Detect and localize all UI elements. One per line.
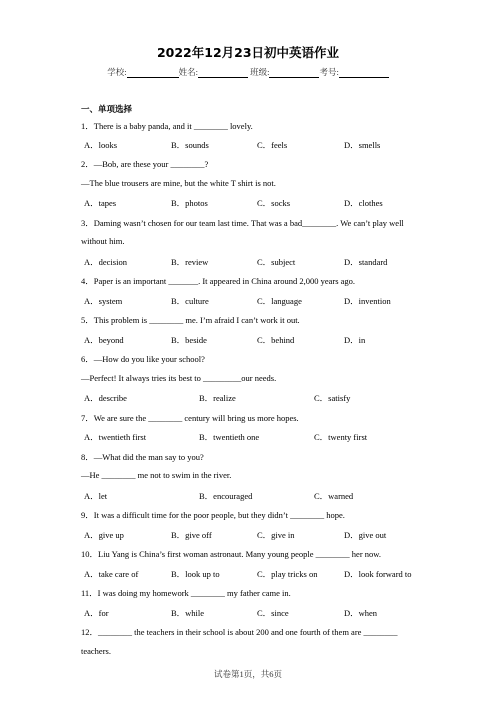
class-label: 班级: [250,67,270,77]
page-title: 2022年12月23日初中英语作业 [156,45,340,60]
option-b[interactable]: B．beside [171,335,207,345]
option-d[interactable]: D．standard [344,257,388,267]
exam-no-label: 考号: [319,67,339,77]
option-d[interactable]: D．clothes [344,198,383,208]
option-a[interactable]: A．system [84,296,123,306]
option-b[interactable]: B．realize [199,393,236,403]
question-line: 7．We are sure the ________ century will bring us more hopes. [81,413,299,423]
option-d[interactable]: D．smells [344,140,381,150]
option-b[interactable]: B．sounds [171,140,209,150]
question-line: —He ________ me not to swim in the river. [81,470,232,480]
option-d[interactable]: D．invention [344,296,391,306]
option-b[interactable]: B．review [171,257,209,267]
class-field[interactable] [269,68,319,78]
question-line: 4．Paper is an important _______. It appeared in China around 2,000 years ago. [81,276,356,286]
option-a[interactable]: A．for [84,608,109,618]
school-label: 学校: [107,67,127,77]
option-c[interactable]: C．language [257,296,302,306]
question-line: 2．—Bob, are these your ________? [81,159,209,169]
option-b[interactable]: B．give off [171,530,212,540]
option-a[interactable]: A．looks [84,140,118,150]
option-d[interactable]: D．give out [344,530,387,540]
option-c[interactable]: C．give in [257,530,295,540]
question-line: 3．Daming wasn’t chosen for our team last time. That was a bad________. We can’t play well [81,218,404,228]
option-c[interactable]: C．socks [257,198,291,208]
question-line: 5．This problem is ________ me. I’m afraid I can’t work it out. [81,315,300,325]
option-a[interactable]: A．let [84,491,108,501]
page-footer: 试卷第1页，共6页 [213,669,282,679]
option-a[interactable]: A．describe [84,393,127,403]
question-line: 12．________ the teachers in their school is about 200 and one fourth of them are ________ [81,627,398,637]
question-line: without him. [81,236,125,246]
option-a[interactable]: A．beyond [84,335,124,345]
option-b[interactable]: B．twentieth one [199,432,260,442]
option-b[interactable]: B．photos [171,198,208,208]
option-b[interactable]: B．culture [171,296,209,306]
student-info-line [0,66,496,78]
question-line: 8．—What did the man say to you? [81,452,204,462]
option-c[interactable]: C．play tricks on [257,569,318,579]
option-c[interactable]: C．behind [257,335,295,345]
option-d[interactable]: D．in [344,335,366,345]
option-a[interactable]: A．take care of [84,569,139,579]
question-line: 6．—How do you like your school? [81,354,205,364]
option-b[interactable]: B．encouraged [199,491,253,501]
option-c[interactable]: C．since [257,608,289,618]
option-a[interactable]: A．tapes [84,198,117,208]
option-b[interactable]: B．look up to [171,569,220,579]
question-line: 1．There is a baby panda, and it ________ lovely. [81,121,253,131]
name-label: 姓名: [178,67,198,77]
section-title: 一、单项选择 [81,105,133,115]
question-line: teachers. [81,646,111,656]
question-line: 9．It was a difficult time for the poor people, but they didn’t ________ hope. [81,510,345,520]
school-field[interactable] [127,68,179,78]
option-a[interactable]: A．twentieth first [84,432,147,442]
option-c[interactable]: C．subject [257,257,296,267]
option-c[interactable]: C．twenty first [314,432,368,442]
option-c[interactable]: C．feels [257,140,288,150]
option-d[interactable]: D．when [344,608,378,618]
question-line: 11．I was doing my homework ________ my father came in. [81,588,291,598]
exam-no-field[interactable] [339,68,389,78]
option-a[interactable]: A．decision [84,257,127,267]
option-c[interactable]: C．satisfy [314,393,351,403]
option-c[interactable]: C．warned [314,491,354,501]
question-line: —The blue trousers are mine, but the white T shirt is not. [81,178,276,188]
question-line: 10．Liu Yang is China’s first woman astronaut. Many young people ________ her now. [81,549,381,559]
name-field[interactable] [198,68,248,78]
option-b[interactable]: B．while [171,608,205,618]
option-a[interactable]: A．give up [84,530,124,540]
option-d[interactable]: D．look forward to [344,569,412,579]
question-line: —Perfect! It always tries its best to _________our needs. [81,373,277,383]
